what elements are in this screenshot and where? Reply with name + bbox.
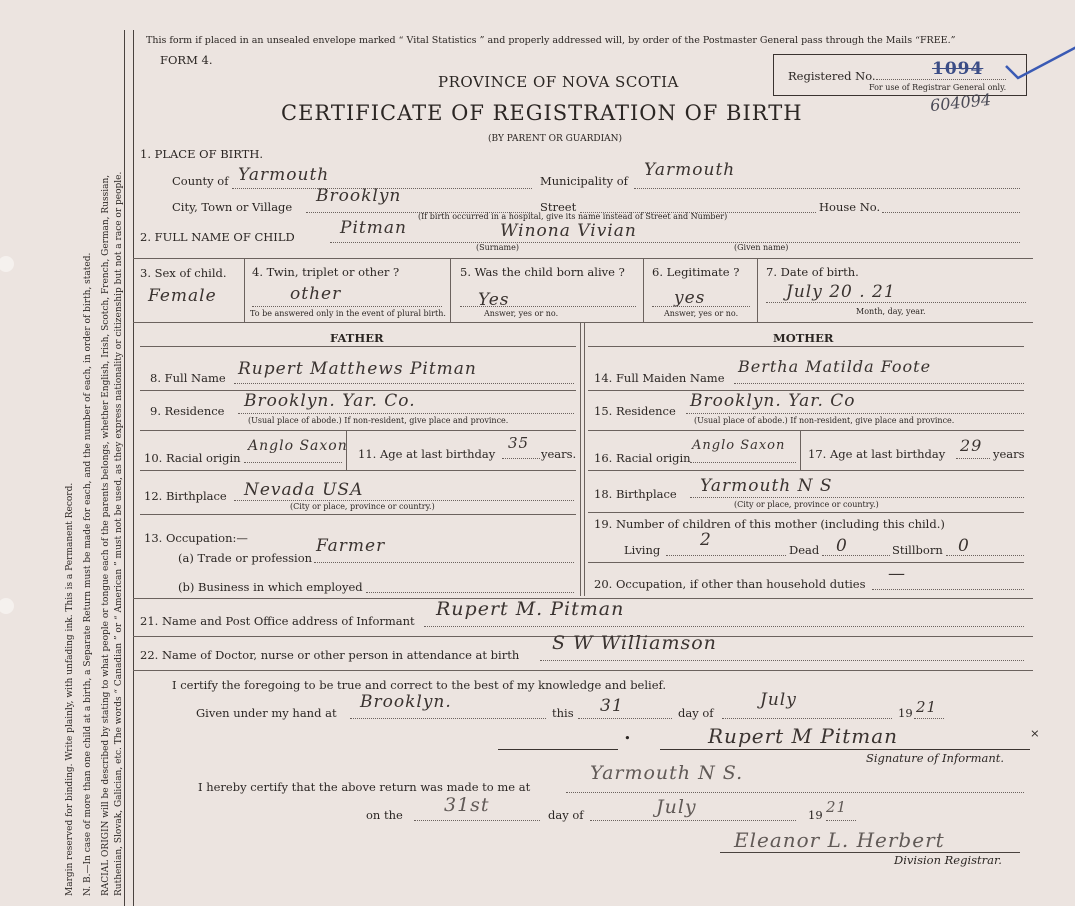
father-birthplace: Nevada USA	[244, 480, 364, 500]
page-subtitle: (BY PARENT OR GUARDIAN)	[488, 134, 623, 144]
father-heading: FATHER	[330, 331, 384, 345]
mother-occupation-label: 20. Occupation, if other than household duties	[594, 577, 866, 591]
mother-years: years	[993, 447, 1025, 461]
legit-value: yes	[674, 288, 706, 308]
twin-label: 4. Twin, triplet or other ?	[252, 265, 400, 279]
county-label: County of	[172, 174, 229, 188]
province-heading: PROVINCE OF NOVA SCOTIA	[438, 73, 679, 91]
page-title: CERTIFICATE OF REGISTRATION OF BIRTH	[281, 101, 803, 125]
margin-note-2: N. B.—In case of more than one child at a birth, a Separate Return must be made for each, and the number of each, in order of birth, stated.	[83, 252, 93, 896]
registrar-year: 21	[826, 798, 848, 816]
rule-f-age	[346, 430, 347, 470]
stillborn-label: Stillborn	[892, 543, 943, 557]
mother-residence: Brooklyn. Yar. Co	[690, 391, 856, 411]
rule-f2	[140, 430, 576, 431]
child-surname: Pitman	[340, 218, 407, 238]
municipality-value: Yarmouth	[644, 160, 736, 180]
mother-residence-underline	[686, 413, 1024, 414]
signature-rule-left	[498, 749, 618, 750]
registrar-day-underline	[414, 820, 540, 821]
punch-hole-bottom	[0, 598, 14, 614]
registrar-on-label: on the	[366, 808, 403, 822]
registrar-day: 31st	[444, 794, 490, 816]
mother-occupation-underline	[872, 589, 1024, 590]
mother-age: 29	[960, 436, 983, 455]
father-business-label: (b) Business in which employed	[178, 580, 363, 594]
legit-underline	[652, 306, 750, 307]
city-label: City, Town or Village	[172, 200, 293, 214]
given-caption: (Given name)	[734, 243, 789, 252]
informant-label: 21. Name and Post Office address of Informant	[140, 614, 415, 628]
margin-rule-inner	[133, 30, 134, 906]
certify-this-label: this	[552, 706, 574, 720]
informant-signature-caption: Signature of Informant.	[866, 751, 1005, 765]
mail-notice: This form if placed in an unsealed envelope marked “ Vital Statistics ” and properly addressed will, by order of the Postmaster General pass through the Mails “FREE.”	[146, 35, 956, 46]
registrar-year-prefix: 19	[808, 808, 823, 822]
father-birthplace-underline	[234, 500, 574, 501]
registrar-statement: I hereby certify that the above return was made to me at	[198, 780, 531, 794]
father-occupation-label: 13. Occupation:—	[144, 531, 248, 545]
rule-f4	[140, 514, 576, 515]
margin-note-4: Ruthenian, Slovak, Galician, etc. The words “ Canadian ” or “ American ” must not be used, as they express nationality or citizenship but not a race or people.	[114, 171, 124, 896]
rule-f3	[140, 470, 576, 471]
registrar-dayof-label: day of	[548, 808, 584, 822]
mother-racial-underline	[690, 462, 796, 463]
father-name: Rupert Matthews Pitman	[238, 359, 477, 379]
certify-year-underline	[914, 718, 944, 719]
house-label: House No.	[819, 200, 881, 214]
certify-place: Brooklyn.	[360, 692, 452, 712]
child-name-label: 2. FULL NAME OF CHILD	[140, 230, 295, 244]
rule-row3-top	[133, 258, 1033, 259]
date-underline	[766, 302, 1026, 303]
parents-divider	[580, 322, 581, 596]
certify-month: July	[760, 690, 797, 710]
living-underline	[666, 555, 786, 556]
punch-hole-top	[0, 256, 14, 272]
registered-number: 1094	[932, 59, 984, 79]
rule-heading-left	[140, 346, 576, 347]
mother-residence-label: 15. Residence	[594, 404, 676, 418]
checkmark-icon	[1002, 38, 1075, 88]
margin-note-1: Margin reserved for binding. Write plainly, with unfading ink. This is a Permanent Record.	[65, 482, 75, 896]
child-name-underline	[330, 242, 1020, 243]
mother-age-underline	[956, 458, 990, 459]
mother-racial-label: 16. Racial origin	[594, 451, 691, 465]
house-underline	[882, 212, 1020, 213]
certify-year-prefix: 19	[898, 706, 913, 720]
mother-name-label: 14. Full Maiden Name	[594, 371, 725, 385]
rule-row3-d	[757, 258, 758, 322]
registrar-month-underline	[590, 820, 796, 821]
twin-note: To be answered only in the event of plural birth.	[250, 309, 446, 318]
signature-rule-right	[660, 749, 1030, 750]
father-trade: Farmer	[316, 536, 386, 556]
father-racial-underline	[244, 462, 342, 463]
father-residence: Brooklyn. Yar. Co.	[244, 391, 416, 411]
rule-m5	[588, 562, 1024, 563]
form-number: FORM 4.	[160, 53, 213, 67]
certify-year: 21	[916, 698, 938, 716]
sex-label: 3. Sex of child.	[140, 266, 227, 280]
rule-end-mark: ×	[1030, 726, 1040, 740]
date-note: Month, day, year.	[856, 307, 926, 316]
father-business-underline	[366, 592, 574, 593]
father-trade-label: (a) Trade or profession	[178, 551, 313, 565]
registrar-year-underline	[826, 820, 856, 821]
county-value: Yarmouth	[238, 165, 330, 185]
rule-row3-c	[643, 258, 644, 322]
father-racial-label: 10. Racial origin	[144, 451, 241, 465]
alive-note: Answer, yes or no.	[484, 309, 559, 318]
stillborn-underline	[946, 555, 1024, 556]
father-age: 35	[508, 434, 530, 452]
father-age-label: 11. Age at last birthday	[358, 447, 496, 461]
rule-m-age	[800, 430, 801, 470]
mother-name-underline	[734, 383, 1024, 384]
doctor-value: S W Williamson	[552, 632, 717, 654]
certify-place-underline	[350, 718, 546, 719]
alive-label: 5. Was the child born alive ?	[460, 265, 625, 279]
margin-note-3: RACIAL ORIGIN will be described by stating to what people or tongue each of the parents belongs, whether English, Irish, Scotch, French, German, Russian,	[101, 174, 111, 896]
twin-value: other	[290, 284, 342, 304]
dead-underline	[822, 555, 890, 556]
certify-statement: I certify the foregoing to be true and correct to the best of my knowledge and belief.	[172, 678, 667, 692]
father-age-underline	[502, 458, 540, 459]
informant-underline	[424, 626, 1024, 627]
doctor-label: 22. Name of Doctor, nurse or other person in attendance at birth	[140, 648, 520, 662]
date-value: July 20 . 21	[786, 282, 896, 302]
registered-stamp: 604094	[929, 89, 992, 116]
alive-value: Yes	[478, 290, 510, 310]
father-years: years.	[541, 447, 577, 461]
rule-row3-b	[450, 258, 451, 322]
hospital-note: (If birth occurred in a hospital, give its name instead of Street and Number)	[418, 212, 728, 221]
rule-m4	[588, 512, 1024, 513]
signature-mark: •	[624, 731, 631, 745]
legit-note: Answer, yes or no.	[664, 309, 739, 318]
mother-heading: MOTHER	[773, 331, 834, 345]
legit-label: 6. Legitimate ?	[652, 265, 740, 279]
father-birthplace-note: (City or place, province or country.)	[290, 502, 435, 511]
mother-racial: Anglo Saxon	[692, 438, 786, 453]
registrar-place-underline	[566, 792, 1024, 793]
mother-birthplace: Yarmouth N S	[700, 476, 833, 496]
registered-note: For use of Registrar General only.	[869, 83, 1007, 92]
rule-row3-bottom	[133, 322, 1033, 323]
mother-birthplace-label: 18. Birthplace	[594, 487, 677, 501]
certify-day-underline	[578, 718, 672, 719]
place-of-birth-heading: 1. PLACE OF BIRTH.	[140, 147, 264, 161]
surname-caption: (Surname)	[476, 243, 519, 252]
certify-day: 31	[600, 696, 624, 716]
mother-children-label: 19. Number of children of this mother (including this child.)	[594, 517, 945, 531]
registered-underline	[876, 79, 1006, 80]
child-given-name: Winona Vivian	[500, 221, 637, 241]
rule-m3	[588, 470, 1024, 471]
certify-month-underline	[722, 718, 892, 719]
registrar-signature: Eleanor L. Herbert	[734, 828, 945, 852]
twin-underline	[252, 306, 442, 307]
city-value: Brooklyn	[316, 186, 402, 206]
mother-occupation: —	[888, 564, 906, 584]
certify-dayof-label: day of	[678, 706, 714, 720]
father-residence-underline	[238, 413, 574, 414]
given-label: Given under my hand at	[196, 706, 337, 720]
registrar-place: Yarmouth N S.	[590, 762, 744, 784]
father-residence-note: (Usual place of abode.) If non-resident, give place and province.	[248, 416, 509, 425]
sex-value: Female	[148, 286, 217, 306]
rule-22	[133, 670, 1033, 671]
living-value: 2	[700, 530, 712, 550]
mother-residence-note: (Usual place of abode.) If non-resident, give place and province.	[694, 416, 955, 425]
parents-divider-2	[584, 322, 585, 596]
father-trade-underline	[314, 562, 574, 563]
informant-value: Rupert M. Pitman	[436, 598, 625, 620]
father-name-label: 8. Full Name	[150, 371, 226, 385]
father-birthplace-label: 12. Birthplace	[144, 489, 227, 503]
registered-label: Registered No.	[788, 69, 876, 83]
dead-value: 0	[836, 536, 848, 556]
stillborn-value: 0	[958, 536, 970, 556]
rule-row3-a	[244, 258, 245, 322]
street-label: Street	[540, 200, 577, 214]
father-name-underline	[234, 383, 574, 384]
registrar-month: July	[656, 796, 697, 818]
alive-underline	[460, 306, 636, 307]
municipality-label: Municipality of	[540, 174, 628, 188]
mother-age-label: 17. Age at last birthday	[808, 447, 946, 461]
date-label: 7. Date of birth.	[766, 265, 859, 279]
municipality-underline	[634, 188, 1020, 189]
margin-rule-outer	[124, 30, 125, 906]
mother-birthplace-underline	[690, 497, 1024, 498]
informant-signature: Rupert M Pitman	[708, 724, 899, 748]
mother-birthplace-note: (City or place, province or country.)	[734, 500, 879, 509]
registrar-signature-caption: Division Registrar.	[894, 853, 1002, 867]
living-label: Living	[624, 543, 661, 557]
rule-m2	[588, 430, 1024, 431]
rule-heading-right	[588, 346, 1024, 347]
mother-name: Bertha Matilda Foote	[738, 357, 932, 376]
doctor-underline	[540, 660, 1024, 661]
father-racial: Anglo Saxon	[248, 438, 348, 454]
dead-label: Dead	[789, 543, 820, 557]
father-residence-label: 9. Residence	[150, 404, 225, 418]
